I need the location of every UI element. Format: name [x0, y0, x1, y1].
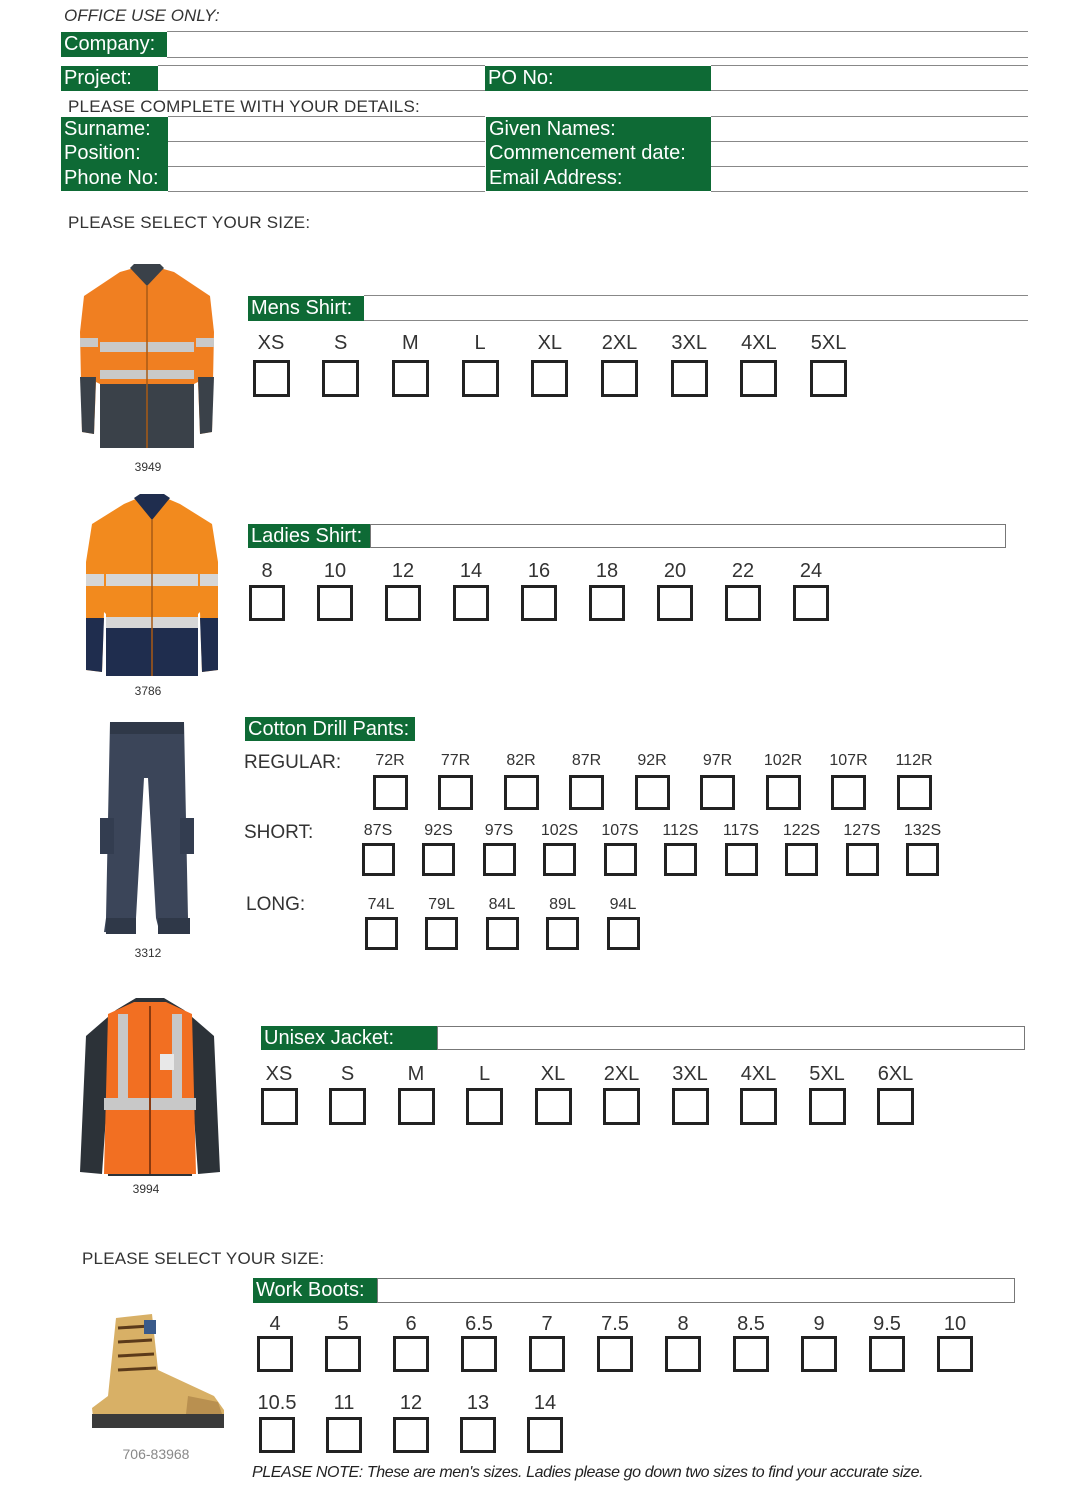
size-checkbox-4[interactable] [257, 1336, 293, 1372]
given-label: Given Names: [486, 117, 711, 141]
size-checkbox-132s[interactable] [906, 843, 939, 876]
size-label: 13 [466, 1392, 490, 1414]
size-heading-2: PLEASE SELECT YOUR SIZE: [82, 1249, 325, 1268]
size-label: 74L [367, 896, 395, 913]
size-label: 79L [428, 896, 455, 913]
size-label: 94L [609, 896, 637, 913]
size-checkbox-m[interactable] [392, 360, 429, 397]
size-label: 11 [333, 1392, 355, 1414]
size-checkbox-102s[interactable] [543, 843, 576, 876]
size-label: 8.5 [737, 1313, 765, 1335]
boots-code: 706-83968 [122, 1446, 190, 1462]
size-label: 77R [440, 752, 471, 769]
size-label: 6XL [877, 1063, 914, 1085]
size-label: 107R [829, 752, 868, 769]
size-checkbox-14[interactable] [453, 585, 489, 621]
size-checkbox-s[interactable] [329, 1088, 366, 1125]
size-label: 84L [488, 896, 516, 913]
size-checkbox-9.5[interactable] [869, 1336, 905, 1372]
size-label: 10 [943, 1313, 967, 1335]
boots-field[interactable] [377, 1278, 1015, 1303]
size-checkbox-10.5[interactable] [259, 1417, 295, 1453]
project-field[interactable] [158, 90, 485, 91]
size-label: XS [257, 332, 285, 354]
surname-field[interactable] [168, 141, 485, 142]
size-checkbox-117s[interactable] [725, 843, 758, 876]
size-checkbox-97s[interactable] [483, 843, 516, 876]
size-label: 6 [405, 1313, 417, 1335]
size-label: 107S [601, 822, 639, 839]
size-label: 16 [527, 560, 551, 582]
size-checkbox-107r[interactable] [831, 775, 866, 810]
size-checkbox-10[interactable] [937, 1336, 973, 1372]
size-label: 122S [782, 822, 821, 839]
pants-code: 3312 [134, 946, 162, 960]
size-checkbox-11[interactable] [326, 1417, 362, 1453]
size-checkbox-4xl[interactable] [740, 360, 777, 397]
size-checkbox-2xl[interactable] [601, 360, 638, 397]
size-checkbox-xs[interactable] [253, 360, 290, 397]
commencement-label: Commencement date: [486, 141, 711, 166]
size-label: L [478, 1063, 491, 1085]
size-label: 5XL [809, 1063, 845, 1085]
size-label: 20 [663, 560, 687, 582]
size-checkbox-xs[interactable] [261, 1088, 298, 1125]
ladies-shirt-code: 3786 [134, 684, 162, 698]
size-label: 87S [363, 822, 393, 839]
hi-vis-jacket-icon [72, 996, 228, 1180]
jacket-field[interactable] [437, 1026, 1025, 1050]
po-field[interactable] [711, 90, 1028, 91]
size-checkbox-20[interactable] [657, 585, 693, 621]
size-checkbox-112s[interactable] [664, 843, 697, 876]
size-label: M [402, 332, 419, 354]
size-label: 8 [261, 560, 273, 582]
company-field[interactable] [167, 57, 1028, 58]
size-label: 14 [459, 560, 483, 582]
company-label: Company: [61, 32, 167, 57]
size-heading: PLEASE SELECT YOUR SIZE: [68, 213, 311, 232]
size-label: 92R [637, 752, 667, 769]
size-label: 14 [533, 1392, 557, 1414]
ladies-shirt-label: Ladies Shirt: [248, 524, 370, 548]
size-checkbox-74l[interactable] [365, 917, 398, 950]
details-heading: PLEASE COMPLETE WITH YOUR DETAILS: [68, 97, 420, 116]
pants-long-label: LONG: [246, 894, 306, 915]
pants-label: Cotton Drill Pants: [245, 717, 415, 741]
size-checkbox-7.5[interactable] [597, 1336, 633, 1372]
size-label: 12 [391, 560, 415, 582]
size-checkbox-9[interactable] [801, 1336, 837, 1372]
size-label: 2XL [603, 1063, 640, 1085]
size-label: XL [540, 1063, 566, 1085]
size-checkbox-92r[interactable] [635, 775, 670, 810]
project-label: Project: [61, 66, 158, 91]
size-label: 87R [571, 752, 602, 769]
size-checkbox-122s[interactable] [785, 843, 818, 876]
size-checkbox-14[interactable] [527, 1417, 563, 1453]
size-checkbox-24[interactable] [793, 585, 829, 621]
size-label: 97S [484, 822, 514, 839]
size-label: 112S [662, 822, 699, 839]
size-label: 97R [702, 752, 733, 769]
size-label: 72R [375, 752, 405, 769]
size-checkbox-97r[interactable] [700, 775, 735, 810]
size-checkbox-12[interactable] [385, 585, 421, 621]
size-label: 89L [549, 896, 576, 913]
size-label: 117S [722, 822, 760, 839]
size-checkbox-6[interactable] [393, 1336, 429, 1372]
size-label: 102R [763, 752, 803, 769]
surname-label: Surname: [61, 117, 168, 141]
boots-note: PLEASE NOTE: These are men's sizes. Ladies please go down two sizes to find your accurate size. [252, 1464, 924, 1481]
size-label: M [407, 1063, 425, 1085]
size-checkbox-s[interactable] [322, 360, 359, 397]
size-checkbox-12[interactable] [393, 1417, 429, 1453]
size-label: 4XL [741, 332, 777, 354]
size-checkbox-xl[interactable] [535, 1088, 572, 1125]
hi-vis-shirt-icon [72, 262, 222, 458]
email-field[interactable] [711, 191, 1028, 192]
size-label: 4 [269, 1313, 281, 1335]
size-checkbox-89l[interactable] [546, 917, 579, 950]
size-checkbox-8[interactable] [665, 1336, 701, 1372]
size-checkbox-112r[interactable] [897, 775, 932, 810]
size-checkbox-2xl[interactable] [603, 1088, 640, 1125]
size-label: 24 [799, 560, 823, 582]
hi-vis-ladies-shirt-icon [78, 494, 226, 680]
size-checkbox-127s[interactable] [846, 843, 879, 876]
size-label: XS [265, 1063, 293, 1085]
mens-shirt-label: Mens Shirt: [248, 296, 364, 321]
size-label: 10 [323, 560, 347, 582]
size-label: 5 [337, 1313, 349, 1335]
size-label: S [340, 1063, 355, 1085]
size-checkbox-xl[interactable] [531, 360, 568, 397]
size-checkbox-l[interactable] [462, 360, 499, 397]
size-label: 12 [399, 1392, 423, 1414]
size-label: 10.5 [257, 1392, 297, 1414]
size-label: 127S [843, 822, 881, 839]
size-checkbox-10[interactable] [317, 585, 353, 621]
drill-pants-icon [96, 718, 196, 940]
position-field[interactable] [168, 166, 485, 167]
size-label: S [334, 332, 348, 354]
given-field[interactable] [711, 141, 1028, 142]
size-label: 82R [506, 752, 536, 769]
office-heading: OFFICE USE ONLY: [64, 6, 220, 25]
size-label: 6.5 [465, 1313, 493, 1335]
size-checkbox-84l[interactable] [486, 917, 519, 950]
size-checkbox-94l[interactable] [607, 917, 640, 950]
jacket-label: Unisex Jacket: [261, 1026, 437, 1050]
size-label: 4XL [740, 1063, 777, 1085]
size-checkbox-7[interactable] [529, 1336, 565, 1372]
size-label: 7 [541, 1313, 553, 1335]
size-checkbox-87s[interactable] [362, 843, 395, 876]
size-label: 5XL [810, 332, 847, 354]
size-label: 7.5 [601, 1313, 629, 1335]
size-label: 102S [540, 822, 579, 839]
size-label: 22 [731, 560, 755, 582]
size-label: 3XL [672, 1063, 708, 1085]
size-checkbox-3xl[interactable] [671, 360, 708, 397]
size-checkbox-4xl[interactable] [740, 1088, 777, 1125]
size-label: 9.5 [873, 1313, 901, 1335]
size-checkbox-107s[interactable] [604, 843, 637, 876]
size-checkbox-6.5[interactable] [461, 1336, 497, 1372]
size-checkbox-16[interactable] [521, 585, 557, 621]
size-label: 132S [903, 822, 942, 839]
position-label: Position: [61, 141, 168, 166]
size-label: 92S [424, 822, 453, 839]
size-checkbox-8.5[interactable] [733, 1336, 769, 1372]
size-label: 2XL [601, 332, 638, 354]
size-checkbox-8[interactable] [249, 585, 285, 621]
size-checkbox-77r[interactable] [438, 775, 473, 810]
size-label: 8 [677, 1313, 689, 1335]
size-checkbox-18[interactable] [589, 585, 625, 621]
boots-label: Work Boots: [253, 1278, 377, 1303]
size-label: L [474, 332, 486, 354]
size-label: 18 [595, 560, 619, 582]
size-label: 9 [813, 1313, 825, 1335]
size-checkbox-72r[interactable] [373, 775, 408, 810]
size-checkbox-13[interactable] [460, 1417, 496, 1453]
size-checkbox-l[interactable] [466, 1088, 503, 1125]
size-label: XL [537, 332, 563, 354]
jacket-code: 3994 [132, 1182, 160, 1196]
pants-short-label: SHORT: [244, 822, 314, 843]
size-checkbox-102r[interactable] [766, 775, 801, 810]
phone-field[interactable] [168, 191, 485, 192]
email-label: Email Address: [486, 166, 711, 191]
mens-shirt-code: 3949 [134, 460, 162, 474]
size-checkbox-5xl[interactable] [809, 1088, 846, 1125]
size-checkbox-92s[interactable] [422, 843, 455, 876]
work-boot-icon [88, 1310, 230, 1436]
phone-label: Phone No: [61, 166, 168, 191]
size-checkbox-79l[interactable] [425, 917, 458, 950]
size-label: 112R [895, 752, 933, 769]
size-checkbox-82r[interactable] [504, 775, 539, 810]
size-checkbox-m[interactable] [398, 1088, 435, 1125]
size-checkbox-3xl[interactable] [672, 1088, 709, 1125]
size-checkbox-5[interactable] [325, 1336, 361, 1372]
size-checkbox-5xl[interactable] [810, 360, 847, 397]
size-checkbox-87r[interactable] [569, 775, 604, 810]
size-label: 3XL [671, 332, 707, 354]
po-label: PO No: [485, 66, 711, 91]
commencement-field[interactable] [711, 166, 1028, 167]
size-checkbox-22[interactable] [725, 585, 761, 621]
pants-regular-label: REGULAR: [244, 752, 342, 773]
size-checkbox-6xl[interactable] [877, 1088, 914, 1125]
ladies-shirt-field[interactable] [370, 524, 1006, 548]
